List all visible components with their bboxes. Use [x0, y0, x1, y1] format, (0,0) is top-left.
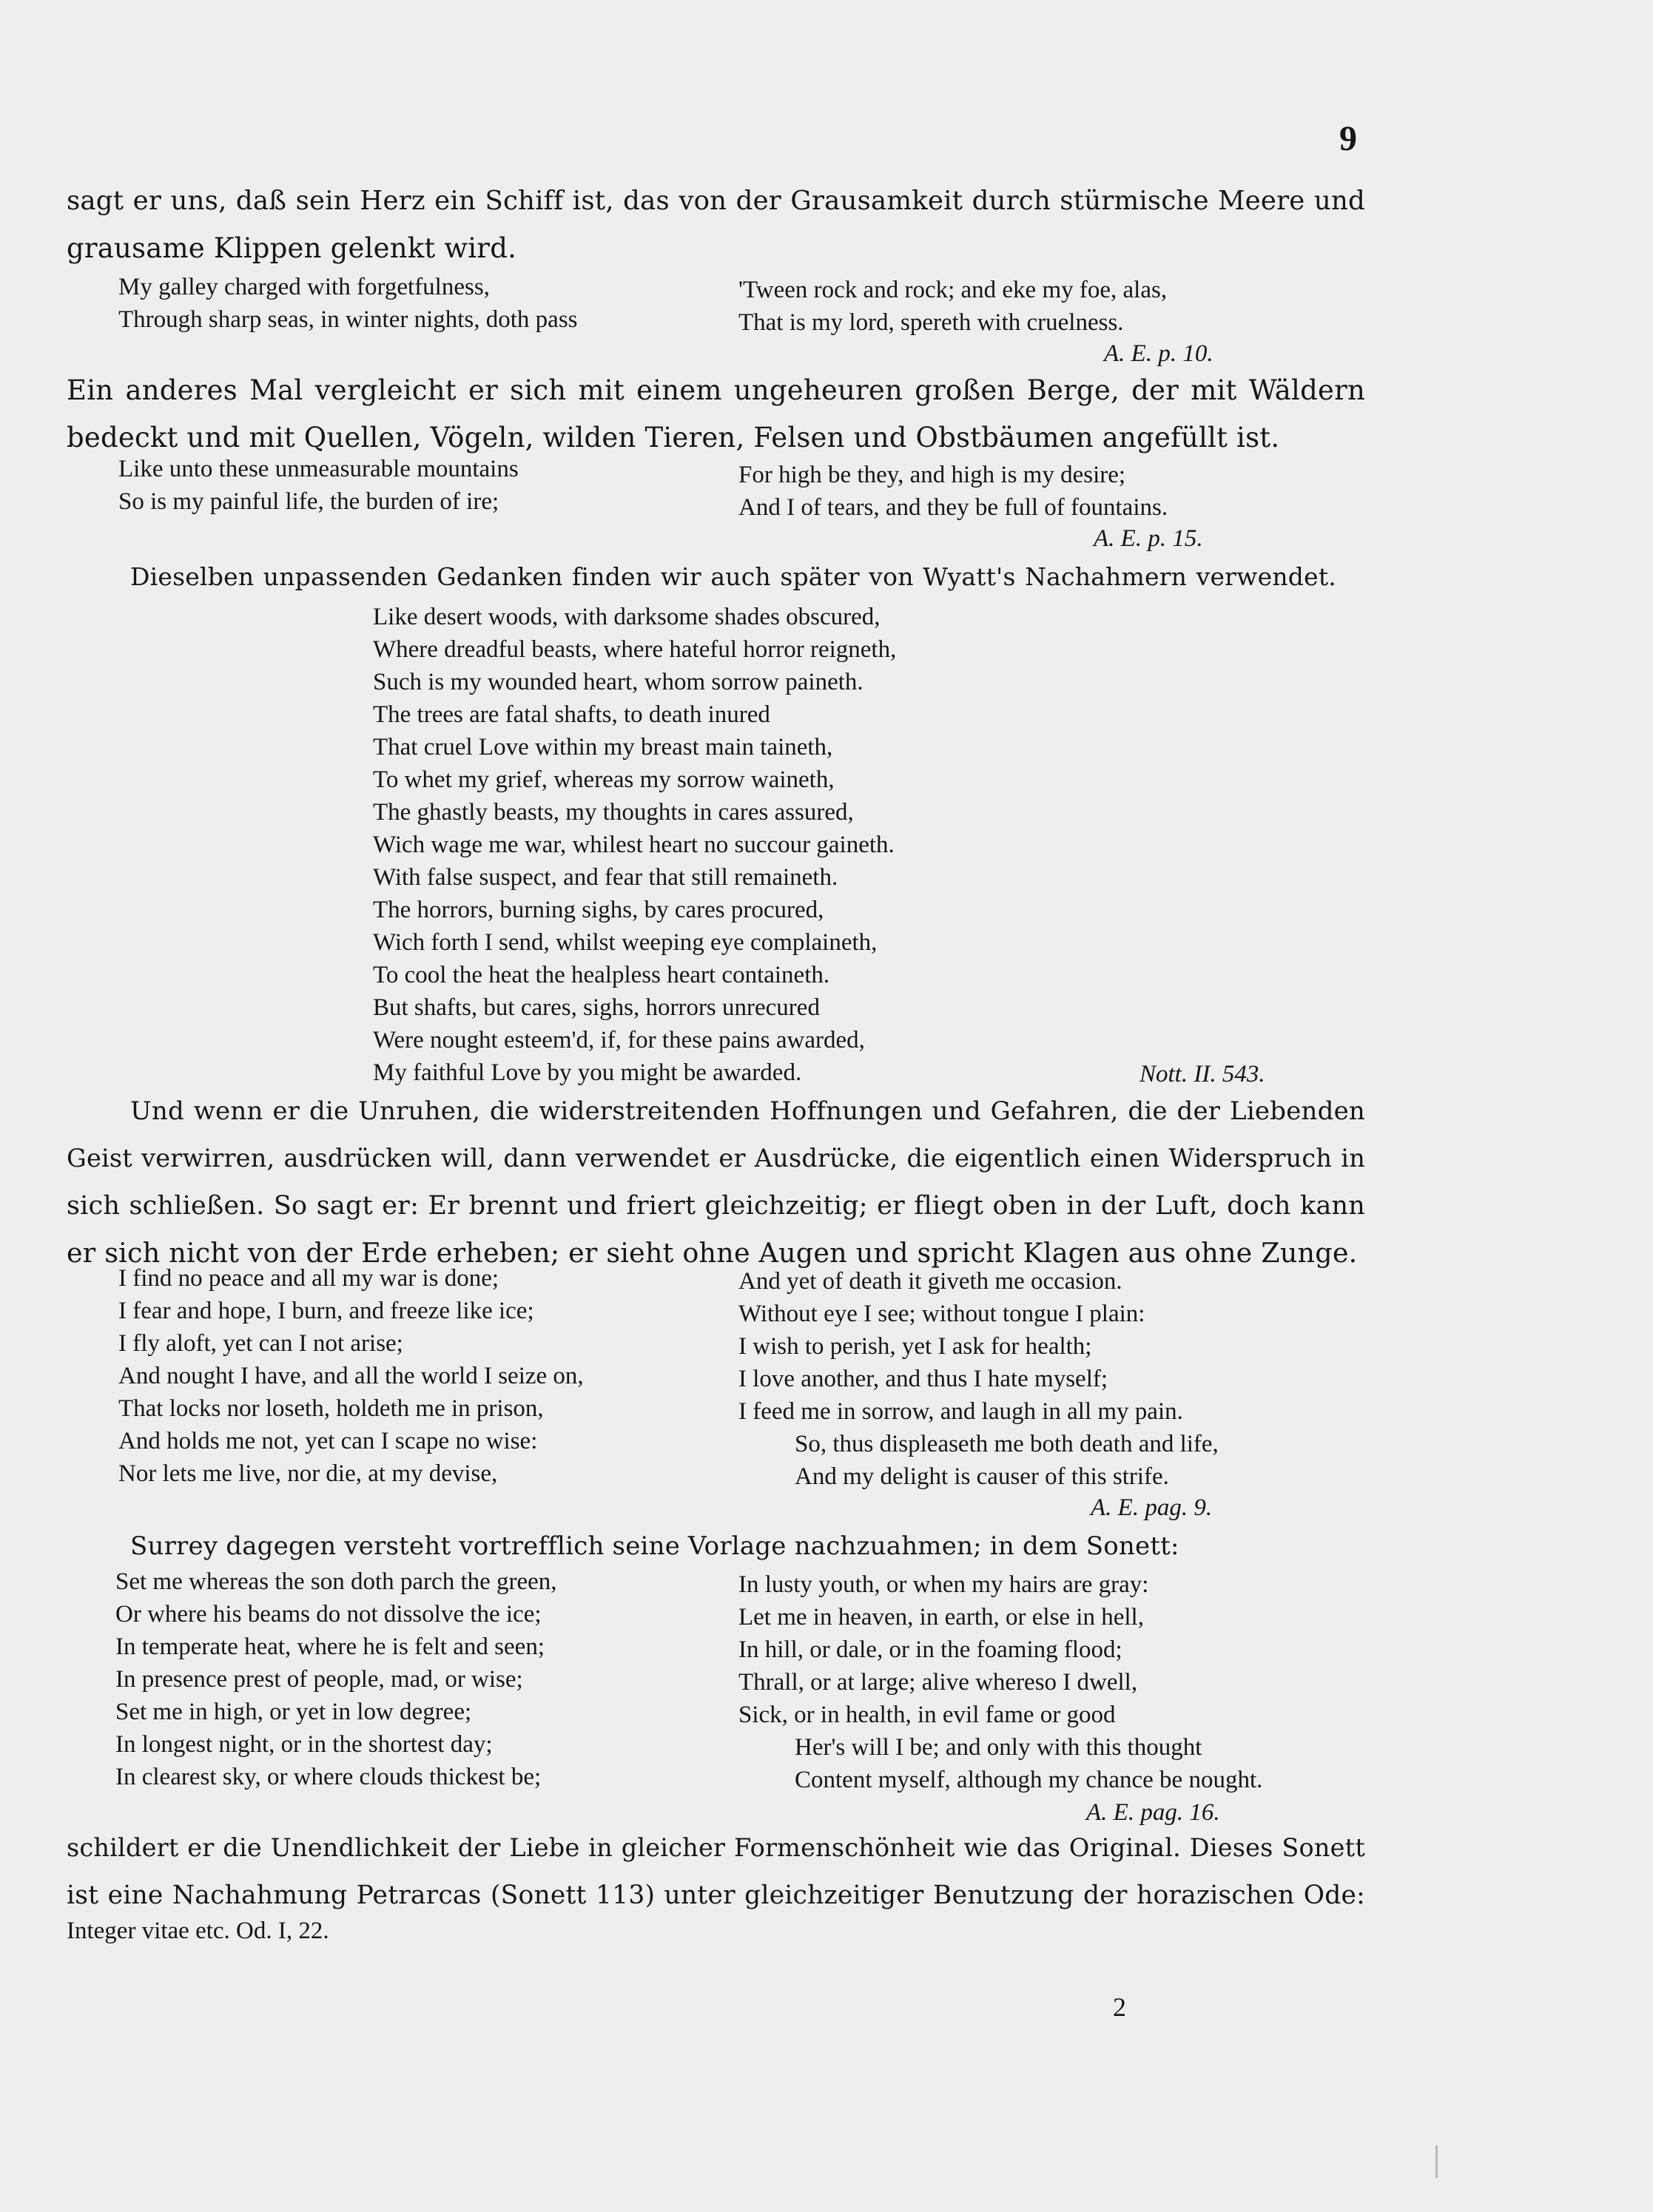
reference-citation: Nott. II. 543. [1139, 1061, 1265, 1088]
paragraph-contradiction [67, 1088, 1365, 1277]
verse-line: So, thus displeaseth me both death and life, [795, 1431, 1219, 1457]
verse-line: Through sharp seas, in winter nights, doth pass [118, 306, 578, 333]
verse-line: I wish to perish, yet I ask for health; [738, 1333, 1092, 1360]
verse-line: Wich forth I send, whilst weeping eye complaineth, [373, 929, 878, 956]
verse-line: Set me in high, or yet in low degree; [115, 1699, 472, 1725]
verse-line: That locks nor loseth, holdeth me in prison, [118, 1395, 544, 1422]
paragraph-surrey [130, 1523, 1181, 1570]
verse-line: In hill, or dale, or in the foaming flood; [738, 1636, 1122, 1663]
prose-line: Ein anderes Mal vergleicht er sich mit einem ungeheuren großen Berge, der mit Wäldern [67, 374, 1365, 406]
verse-line: I feed me in sorrow, and laugh in all my pain. [738, 1398, 1183, 1425]
prose-line: ist eine Nachahmung Petrarcas (Sonett 113) unter gleichzeitiger Benutzung der horazischen Ode: [67, 1881, 1365, 1910]
prose-line: Und wenn er die Unruhen, die widerstreitenden Hoffnungen und Gefahren, die der Liebenden [130, 1096, 1365, 1126]
gutter-mark [1435, 2145, 1438, 2178]
paragraph-heart-ship [67, 178, 1365, 272]
prose-line: sich schließen. So sagt er: Er brennt und friert gleichzeitig; er fliegt oben in der Luft, doch kann [67, 1191, 1365, 1221]
verse-line: 'Tween rock and rock; and eke my foe, alas, [738, 277, 1168, 303]
signature-mark: 2 [1113, 1992, 1126, 2022]
verse-line: In clearest sky, or where clouds thickest be; [115, 1764, 542, 1790]
verse-line: That cruel Love within my breast main taineth, [373, 734, 833, 761]
verse-line: My faithful Love by you might be awarded. [373, 1059, 802, 1086]
verse-line: The trees are fatal shafts, to death inured [373, 701, 770, 728]
verse-line: Like desert woods, with darksome shades obscured, [373, 604, 881, 630]
verse-right-column [738, 1265, 1219, 1493]
reference-citation: A. E. p. 10. [1104, 340, 1213, 367]
verse-line: I love another, and thus I hate myself; [738, 1366, 1108, 1392]
reference-citation: A. E. pag. 16. [1086, 1799, 1220, 1826]
verse-line: For high be they, and high is my desire; [738, 462, 1126, 488]
verse-line: In lusty youth, or when my hairs are gray: [738, 1571, 1149, 1598]
verse-line: Were nought esteem'd, if, for these pains awarded, [373, 1027, 865, 1053]
verse-line: Let me in heaven, in earth, or else in hell, [738, 1604, 1144, 1631]
prose-line: Dieselben unpassenden Gedanken finden wir auch später von Wyatt's Nachahmern verwendet. [130, 562, 1336, 591]
verse-line: In longest night, or in the shortest day; [115, 1731, 493, 1758]
prose-line: er sich nicht von der Erde erheben; er sieht ohne Augen und spricht Klagen aus ohne Zunge. [67, 1237, 1358, 1269]
verse-line: Or where his beams do not dissolve the ice; [115, 1601, 542, 1628]
paragraph-petrarca [67, 1824, 1365, 1919]
verse-line: My galley charged with forgetfulness, [118, 274, 490, 300]
verse-line: And nought I have, and all the world I seize on, [118, 1363, 584, 1389]
paragraph-mountain [67, 367, 1365, 462]
verse-line: Nor lets me live, nor die, at my devise, [118, 1460, 498, 1487]
verse-line: Wich wage me war, whilest heart no succour gaineth. [373, 832, 895, 858]
verse-line: I fear and hope, I burn, and freeze like ice; [118, 1298, 534, 1324]
verse-line: And holds me not, yet can I scape no wise: [118, 1428, 538, 1454]
verse-line: And my delight is causer of this strife. [795, 1463, 1169, 1490]
verse-line: Content myself, although my chance be nought. [795, 1767, 1263, 1793]
verse-right-column [738, 1568, 1262, 1796]
verse-line: Sick, or in health, in evil fame or good [738, 1702, 1116, 1728]
prose-line: Geist verwirren, ausdrücken will, dann verwendet er Ausdrücke, die eigentlich einen Widerspruch in [67, 1144, 1365, 1173]
verse-line: But shafts, but cares, sighs, horrors unrecured [373, 994, 820, 1021]
verse-line: Set me whereas the son doth parch the green, [115, 1568, 557, 1595]
verse-line: Like unto these unmeasurable mountains [118, 456, 519, 482]
verse-left-column [115, 1565, 557, 1793]
verse-line: In temperate heat, where he is felt and seen; [115, 1633, 545, 1660]
prose-last-line: Integer vitae etc. Od. I, 22. [67, 1918, 329, 1944]
prose-line: bedeckt und mit Quellen, Vögeln, wilden Tieren, Felsen und Obstbäumen angefüllt ist. [67, 422, 1280, 453]
verse-left-column [118, 1262, 584, 1490]
paragraph-imitators [130, 553, 1336, 601]
verse-stanza [373, 601, 896, 1089]
prose-line: schildert er die Unendlichkeit der Liebe in gleicher Formenschönheit wie das Original. Dieses Sonett [67, 1833, 1365, 1862]
verse-line: Her's will I be; and only with this thought [795, 1734, 1202, 1761]
verse-line: In presence prest of people, mad, or wise; [115, 1666, 523, 1693]
page-number: 9 [1339, 119, 1357, 158]
verse-left-column [118, 453, 519, 518]
verse-line: With false suspect, and fear that still remaineth. [373, 864, 838, 891]
verse-line: To whet my grief, whereas my sorrow waineth, [373, 766, 835, 793]
prose-line: sagt er uns, daß sein Herz ein Schiff ist, das von der Grausamkeit durch stürmische Meere und [67, 186, 1365, 216]
verse-line: The horrors, burning sighs, by cares procured, [373, 897, 824, 923]
verse-line: Where dreadful beasts, where hateful horror reigneth, [373, 636, 897, 663]
verse-left-column [118, 271, 578, 336]
verse-line: And yet of death it giveth me occasion. [738, 1268, 1122, 1295]
verse-line: That is my lord, spereth with cruelness. [738, 309, 1124, 336]
verse-line: Thrall, or at large; alive whereso I dwell, [738, 1669, 1138, 1696]
verse-line: Such is my wounded heart, whom sorrow paineth. [373, 669, 863, 695]
prose-line: grausame Klippen gelenkt wird. [67, 232, 517, 264]
verse-line: To cool the heat the healpless heart containeth. [373, 962, 830, 988]
verse-right-column [738, 459, 1168, 524]
verse-line: I find no peace and all my war is done; [118, 1265, 499, 1292]
verse-line: The ghastly beasts, my thoughts in cares assured, [373, 799, 854, 826]
verse-line: I fly aloft, yet can I not arise; [118, 1330, 403, 1357]
reference-citation: A. E. p. 15. [1094, 525, 1203, 552]
verse-line: Without eye I see; without tongue I plain: [738, 1301, 1145, 1327]
verse-right-column [738, 274, 1167, 339]
verse-line: And I of tears, and they be full of fountains. [738, 494, 1168, 521]
prose-line: Surrey dagegen versteht vortrefflich seine Vorlage nachzuahmen; in dem Sonett: [130, 1531, 1179, 1561]
verse-line: So is my painful life, the burden of ire; [118, 488, 499, 515]
reference-citation: A. E. pag. 9. [1091, 1494, 1213, 1521]
